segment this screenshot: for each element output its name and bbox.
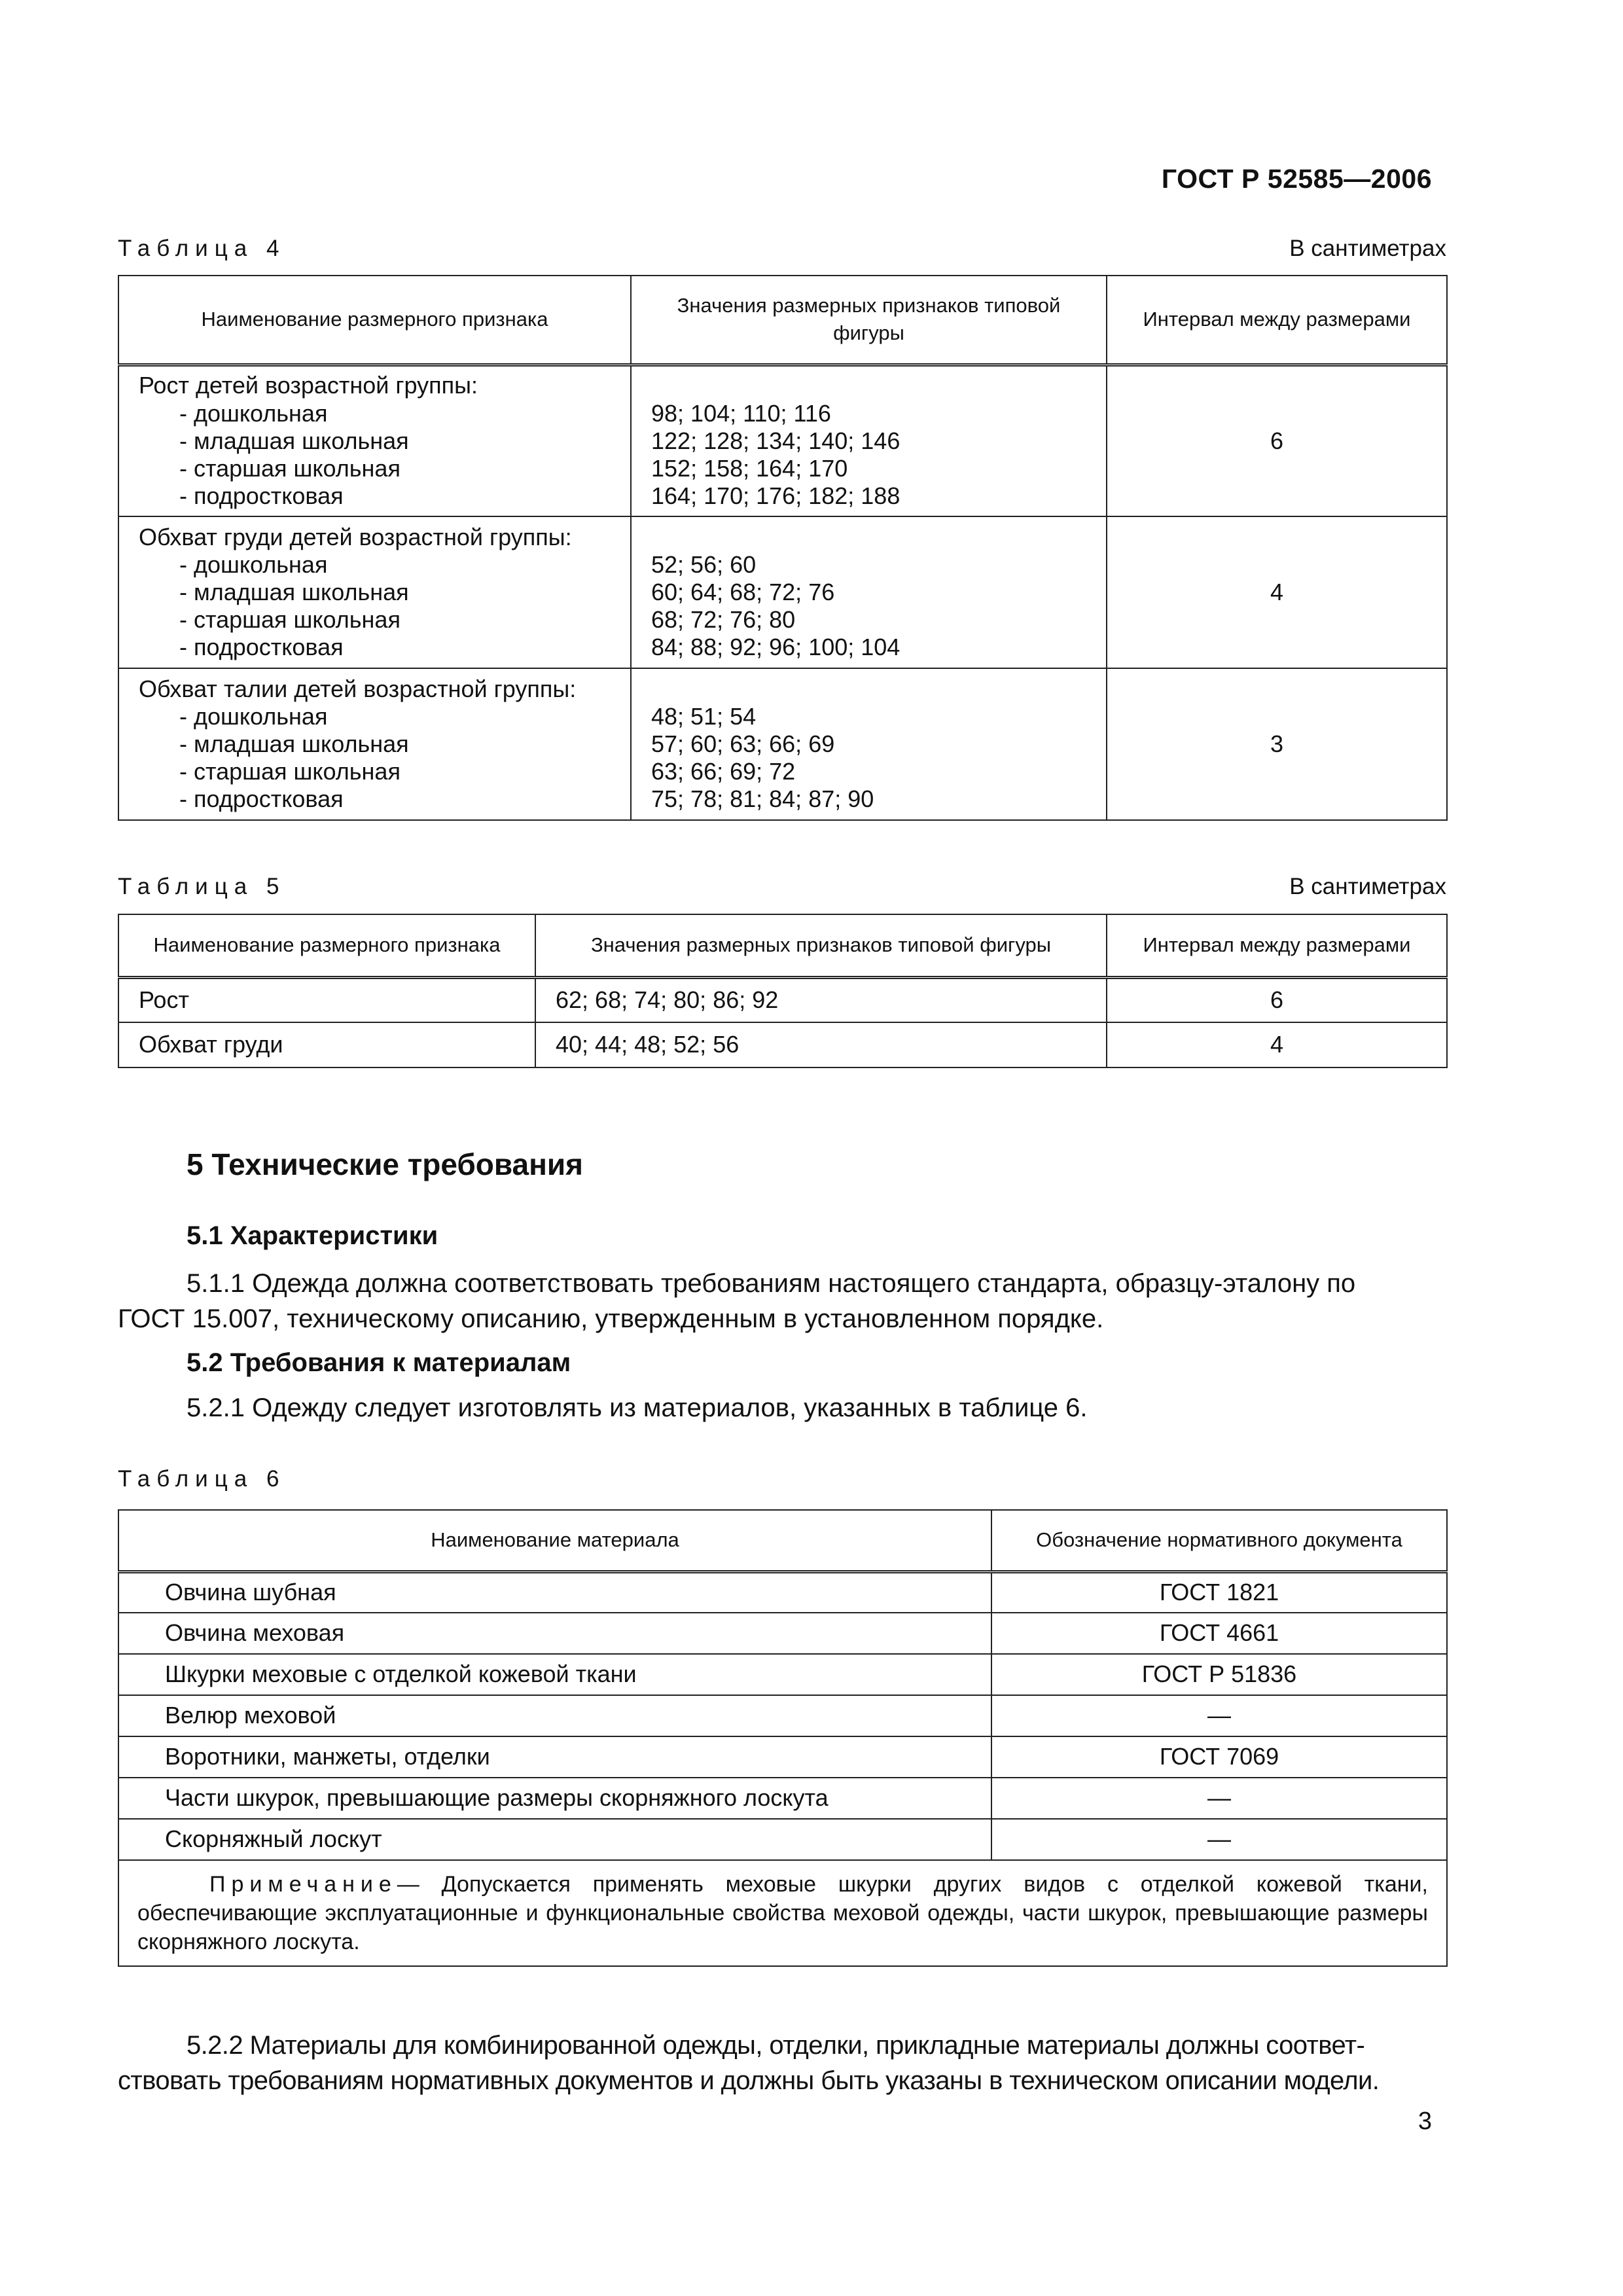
table4-row-title: Рост детей возрастной группы:: [139, 372, 478, 399]
note-label: Примечание: [209, 1872, 397, 1897]
table5: [118, 914, 1448, 1068]
table4-row-name: [118, 668, 631, 820]
table5-col-interval: Интервал между размерами: [1107, 914, 1447, 977]
table4-row-title: Обхват груди детей возрастной группы:: [139, 523, 572, 550]
age-group-label: - дошкольная: [179, 702, 328, 730]
table-row: [118, 1022, 1447, 1067]
table-row: [118, 365, 1447, 516]
table5-row-values: 62; 68; 74; 80; 86; 92: [535, 977, 1107, 1022]
size-values: 68; 72; 76; 80: [651, 606, 796, 634]
paragraph-5-2-1: [118, 1390, 1446, 1426]
paragraph-line: 5.2.1 Одежду следует изготовлять из материалов, указанных в таблице 6.: [187, 1393, 1088, 1422]
size-values: 84; 88; 92; 96; 100; 104: [651, 634, 901, 661]
table-row: [118, 1613, 1447, 1654]
size-values: 122; 128; 134; 140; 146: [651, 427, 901, 454]
table4-row-name: [118, 516, 631, 668]
table6-note: [118, 1860, 1447, 1966]
subsection-title-5-1: 5.1 Характеристики: [187, 1221, 438, 1250]
table-row: [118, 1736, 1447, 1778]
table4-row-values: [631, 365, 1107, 516]
table4-col-values: Значения размерных признаков типовой фигуры: [631, 276, 1107, 365]
age-group-label: - старшая школьная: [179, 758, 401, 785]
table-row: [118, 668, 1447, 820]
table4-unit-note: В сантиметрах: [1289, 236, 1446, 261]
material-doc: ГОСТ 7069: [991, 1736, 1447, 1778]
table4-header-row: [118, 276, 1447, 365]
table4-row-values: [631, 516, 1107, 668]
table4-row-interval: 6: [1107, 365, 1447, 516]
material-name: Шкурки меховые с отделкой кожевой ткани: [118, 1654, 991, 1695]
age-group-label: - старшая школьная: [179, 454, 401, 482]
table6-col-doc: Обозначение нормативного документа: [991, 1510, 1447, 1571]
table5-caption-row: [118, 870, 1446, 903]
paragraph-line: ГОСТ 15.007, техническому описанию, утвержденным в установленном порядке.: [118, 1304, 1104, 1333]
table6-caption-row: [118, 1463, 1446, 1496]
paragraph-line: ствовать требованиям нормативных документов и должны быть указаны в техническом описании модели.: [118, 2066, 1380, 2095]
size-values: 98; 104; 110; 116: [651, 399, 831, 427]
table4-col-name: Наименование размерного признака: [118, 276, 631, 365]
table-row: [118, 1819, 1447, 1860]
material-name: Воротники, манжеты, отделки: [118, 1736, 991, 1778]
subsection-title-5-2: 5.2 Требования к материалам: [187, 1348, 571, 1377]
table-row: [118, 1654, 1447, 1695]
age-group-label: - дошкольная: [179, 550, 328, 578]
size-values: 60; 64; 68; 72; 76: [651, 578, 835, 605]
material-name: Части шкурок, превышающие размеры скорняжного лоскута: [118, 1778, 991, 1819]
table6-caption: Таблица 6: [118, 1466, 286, 1492]
material-name: Велюр меховой: [118, 1695, 991, 1736]
age-group-label: - старшая школьная: [179, 606, 401, 634]
material-name: Скорняжный лоскут: [118, 1819, 991, 1860]
table5-row-interval: 6: [1107, 977, 1447, 1022]
material-doc: —: [991, 1778, 1447, 1819]
table5-row-name: Рост: [118, 977, 535, 1022]
size-values: 48; 51; 54: [651, 702, 757, 730]
table-row: [118, 1778, 1447, 1819]
document-code: ГОСТ Р 52585—2006: [1161, 164, 1432, 194]
table5-unit-note: В сантиметрах: [1289, 874, 1446, 899]
table5-caption: Таблица 5: [118, 874, 286, 899]
table4-caption: Таблица 4: [118, 236, 286, 261]
age-group-label: - младшая школьная: [179, 578, 409, 605]
table-row: [118, 977, 1447, 1022]
note-text: — Допускается применять меховые шкурки других видов с отделкой кожевой ткани, обеспечивающие эксплуатационные и функциональные свойства меховой одежды, части шкурок, превышающие размеры скорняжного лоскута.: [137, 1872, 1428, 1954]
age-group-label: - дошкольная: [179, 399, 328, 427]
table5-row-interval: 4: [1107, 1022, 1447, 1067]
size-values: 63; 66; 69; 72: [651, 758, 796, 785]
paragraph-line: 5.1.1 Одежда должна соответствовать требованиям настоящего стандарта, образцу-эталону по: [187, 1269, 1356, 1298]
size-values: 57; 60; 63; 66; 69: [651, 730, 835, 757]
age-group-label: - подростковая: [179, 482, 344, 509]
paragraph-5-2-2: [118, 2028, 1446, 2098]
table4: [118, 275, 1448, 821]
table-row: [118, 1695, 1447, 1736]
material-doc: ГОСТ 1821: [991, 1571, 1447, 1613]
material-name: Овчина шубная: [118, 1571, 991, 1613]
size-values: 152; 158; 164; 170: [651, 454, 848, 482]
table-row: [118, 1571, 1447, 1613]
paragraph-5-1-1: [118, 1266, 1446, 1336]
paragraph-line: 5.2.2 Материалы для комбинированной одежды, отделки, прикладные материалы должны соответ-: [187, 2031, 1365, 2060]
table4-row-interval: 3: [1107, 668, 1447, 820]
table5-row-name: Обхват груди: [118, 1022, 535, 1067]
table5-col-values: Значения размерных признаков типовой фигуры: [535, 914, 1107, 977]
table6-header-row: [118, 1510, 1447, 1571]
page-number: 3: [1418, 2108, 1432, 2135]
table4-row-interval: 4: [1107, 516, 1447, 668]
table4-caption-row: [118, 232, 1446, 265]
age-group-label: - подростковая: [179, 634, 344, 661]
material-doc: —: [991, 1695, 1447, 1736]
age-group-label: - младшая школьная: [179, 730, 409, 757]
table5-header-row: [118, 914, 1447, 977]
table5-row-values: 40; 44; 48; 52; 56: [535, 1022, 1107, 1067]
material-name: Овчина меховая: [118, 1613, 991, 1654]
material-doc: ГОСТ 4661: [991, 1613, 1447, 1654]
material-doc: —: [991, 1819, 1447, 1860]
table4-row-title: Обхват талии детей возрастной группы:: [139, 675, 577, 702]
material-doc: ГОСТ Р 51836: [991, 1654, 1447, 1695]
section-title: 5 Технические требования: [187, 1147, 583, 1181]
table4-col-interval: Интервал между размерами: [1107, 276, 1447, 365]
table-row: [118, 516, 1447, 668]
table5-col-name: Наименование размерного признака: [118, 914, 535, 977]
table6-col-material: Наименование материала: [118, 1510, 991, 1571]
table6-note-row: [118, 1860, 1447, 1966]
size-values: 75; 78; 81; 84; 87; 90: [651, 785, 874, 813]
table4-row-values: [631, 668, 1107, 820]
age-group-label: - подростковая: [179, 785, 344, 813]
table4-row-name: [118, 365, 631, 516]
table6: [118, 1509, 1448, 1967]
age-group-label: - младшая школьная: [179, 427, 409, 454]
size-values: 164; 170; 176; 182; 188: [651, 482, 901, 509]
size-values: 52; 56; 60: [651, 550, 757, 578]
